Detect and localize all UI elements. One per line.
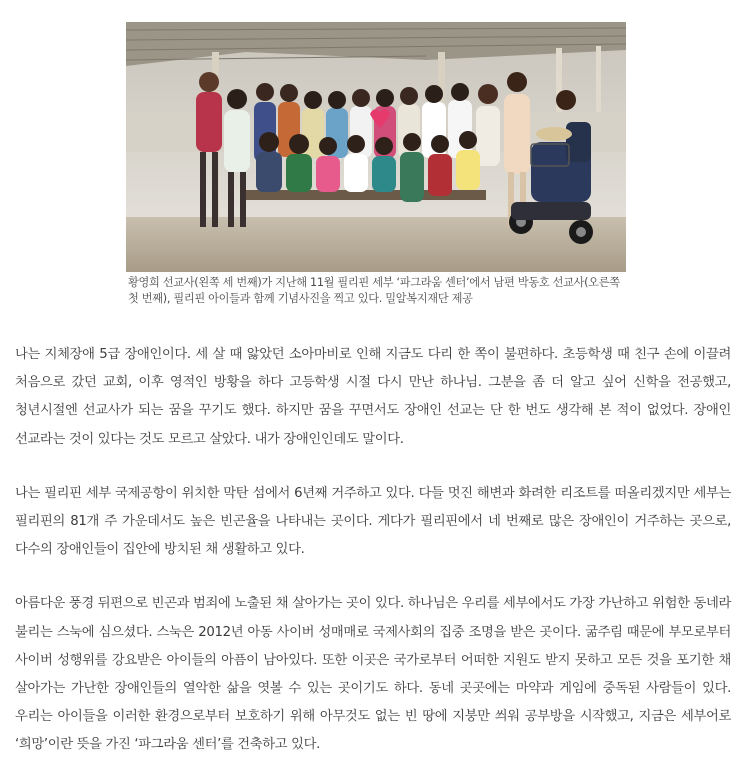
article-body [15,341,731,760]
group-photo-illustration [126,22,626,272]
news-photo-block [126,22,626,307]
article-paragraph: 아름다운 풍경 뒤편으로 빈곤과 범죄에 노출된 채 살아가는 곳이 있다. 하나님은 우리를 세부에서도 가장 가난하고 위험한 동네라 불리는 스눅에 심으셨다. 스눅은 2012년 아동 사이버 성매매로 국제사회의 집중 조명을 받은 곳이다. 굶주림 때문에 부모로부터 사이버 성행위를 강요받은 아이들의 아픔이 남아있다. 또한 이곳은 국가로부터 어떠한 지원도 받지 못하고 모든 것을 포기한 채 살아가는 가난한 장애인들의 열악한 삶을 엿볼 수 있는 곳이기도 하다. 동네 곳곳에는 마약과 게임에 중독된 사람들이 있다. 우리는 아이들을 이러한 환경으로부터 보호하기 위해 아무것도 없는 빈 땅에 지붕만 씌워 공부방을 시작했고, 지금은 세부어로 ‘희망’이란 뜻을 가진 ‘파그라움 센터’를 건축하고 있다. [15,596,731,753]
group-photo [126,22,626,272]
article-paragraph: 나는 필리핀 세부 국제공항이 위치한 막탄 섬에서 6년째 거주하고 있다. 다들 멋진 해변과 화려한 리조트를 떠올리겠지만 세부는 필리핀의 81개 주 가운데서도 높은 빈곤율을 나타내는 곳이다. 게다가 필리핀에서 네 번째로 많은 장애인이 거주하는 곳으로, 다수의 장애인들이 집안에 방치된 채 생활하고 있다. [15,485,731,558]
photo-caption: 황영희 선교사(왼쪽 세 번째)가 지난해 11월 필리핀 세부 ‘파그라움 센터’에서 남편 박동호 선교사(오른쪽 첫 번째), 필리핀 아이들과 함께 기념사진을 찍고 있다. 밀알복지재단 제공 [128,276,620,305]
article-paragraph: 나는 지체장애 5급 장애인이다. 세 살 때 앓았던 소아마비로 인해 지금도 다리 한 쪽이 불편하다. 초등학생 때 친구 손에 이끌려 처음으로 갔던 교회, 이후 영적인 방황을 하다 고등학생 시절 다시 만난 하나님. 그분을 좀 더 알고 싶어 신학을 전공했고, 청년시절엔 선교사가 되는 꿈을 꾸기도 했다. 하지만 꿈을 꾸면서도 장애인 선교는 단 한 번도 생각해 본 적이 없었다. 장애인 선교라는 것이 있다는 것도 모르고 살았다. 내가 장애인인데도 말이다. [15,347,731,447]
